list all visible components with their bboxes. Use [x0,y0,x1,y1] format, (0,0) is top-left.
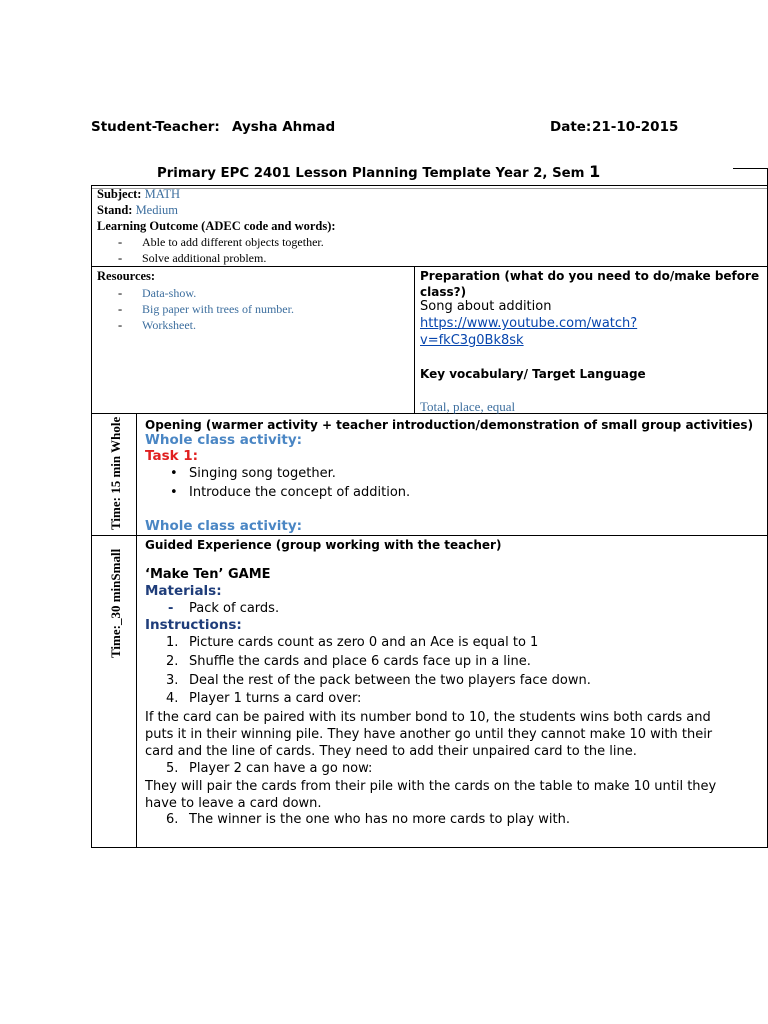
step-number: 2. [166,654,179,669]
stand-line: Stand: Medium [97,203,178,217]
step-number: 6. [166,812,179,827]
paragraph-line: They will pair the cards from their pile with the cards on the table to make 10 until they [145,779,717,794]
student-teacher-label: Student-Teacher: [91,119,220,135]
sem-number: 1 [589,162,601,181]
song-text: Song about addition [420,299,552,314]
game-title: ‘Make Ten’ GAME [145,567,271,582]
paragraph-line: puts it in their winning pile. They have another go until they cannot make 10 with their [145,727,713,742]
outcome-item: Able to add different objects together. [142,235,324,249]
resources-label: Resources: [97,269,156,283]
instruction-step: The winner is the one who has no more cards to play with. [189,812,570,827]
guided-heading: Guided Experience (group working with the teacher) [145,538,502,552]
opening-activity-label: Whole class activity: [145,432,303,448]
instruction-step: Shuffle the cards and place 6 cards face up in a line. [189,654,531,669]
resource-item: Data-show. [142,286,197,300]
materials-dash: - [168,601,174,616]
stand-value: Medium [135,203,178,217]
paragraph-line: have to leave a card down. [145,796,322,811]
instruction-step: Player 1 turns a card over: [189,691,362,706]
instruction-step: Deal the rest of the pack between the two players face down. [189,673,591,688]
vocabulary-value: Total, place, equal [420,399,516,414]
instruction-step: Player 2 can have a go now: [189,761,373,776]
outcome-item: Solve additional problem. [142,251,267,265]
student-teacher-name: Aysha Ahmad [232,119,336,135]
step-number: 4. [166,691,179,706]
learning-outcome-label: Learning Outcome (ADEC code and words): [97,219,336,233]
resource-dash: - [118,302,123,316]
youtube-link[interactable]: https://www.youtube.com/watch? [420,316,638,331]
page-title: Primary EPC 2401 Lesson Planning Template Year 2, Sem 1 [157,162,601,181]
resource-item: Big paper with trees of number. [142,302,294,316]
opening-time-label: Time: 15 min Whole [108,416,123,530]
instruction-step: Picture cards count as zero 0 and an Ace is equal to 1 [189,635,539,650]
opening-bullet: Introduce the concept of addition. [189,485,411,500]
opening-bullet: Singing song together. [189,466,336,481]
materials-item: Pack of cards. [189,601,280,616]
materials-label: Materials: [145,583,222,599]
resource-dash: - [118,286,123,300]
preparation-label: Preparation (what do you need to do/make before [420,269,760,283]
date-label: Date: [550,119,592,135]
date-value: 21-10-2015 [592,119,679,135]
step-number: 1. [166,635,179,650]
preparation-label-cont: class?) [420,285,467,299]
step-number: 5. [166,761,179,776]
subject-line: Subject: MATH [97,187,180,201]
outcome-dash: - [118,235,123,249]
step-number: 3. [166,673,179,688]
youtube-link-cont[interactable]: v=fkC3g0Bk8sk [420,333,524,348]
opening-activity-label-2: Whole class activity: [145,518,303,534]
instructions-label: Instructions: [145,617,242,633]
opening-heading: Opening (warmer activity + teacher introduction/demonstration of small group activities) [145,418,754,432]
resource-dash: - [118,318,123,332]
outcome-dash: - [118,251,123,265]
key-vocabulary-label: Key vocabulary/ Target Language [420,367,646,381]
guided-time-label: Time:_30 minSmall [108,548,123,658]
paragraph-line: card and the line of cards. They need to add their unpaired card to the line. [145,744,637,759]
resource-item: Worksheet. [142,318,197,332]
bullet-dot: • [170,466,178,481]
paragraph-line: If the card can be paired with its number bond to 10, the students wins both cards and [145,710,711,725]
bullet-dot: • [170,485,178,500]
subject-value: MATH [144,187,180,201]
task-label: Task 1: [145,448,199,464]
